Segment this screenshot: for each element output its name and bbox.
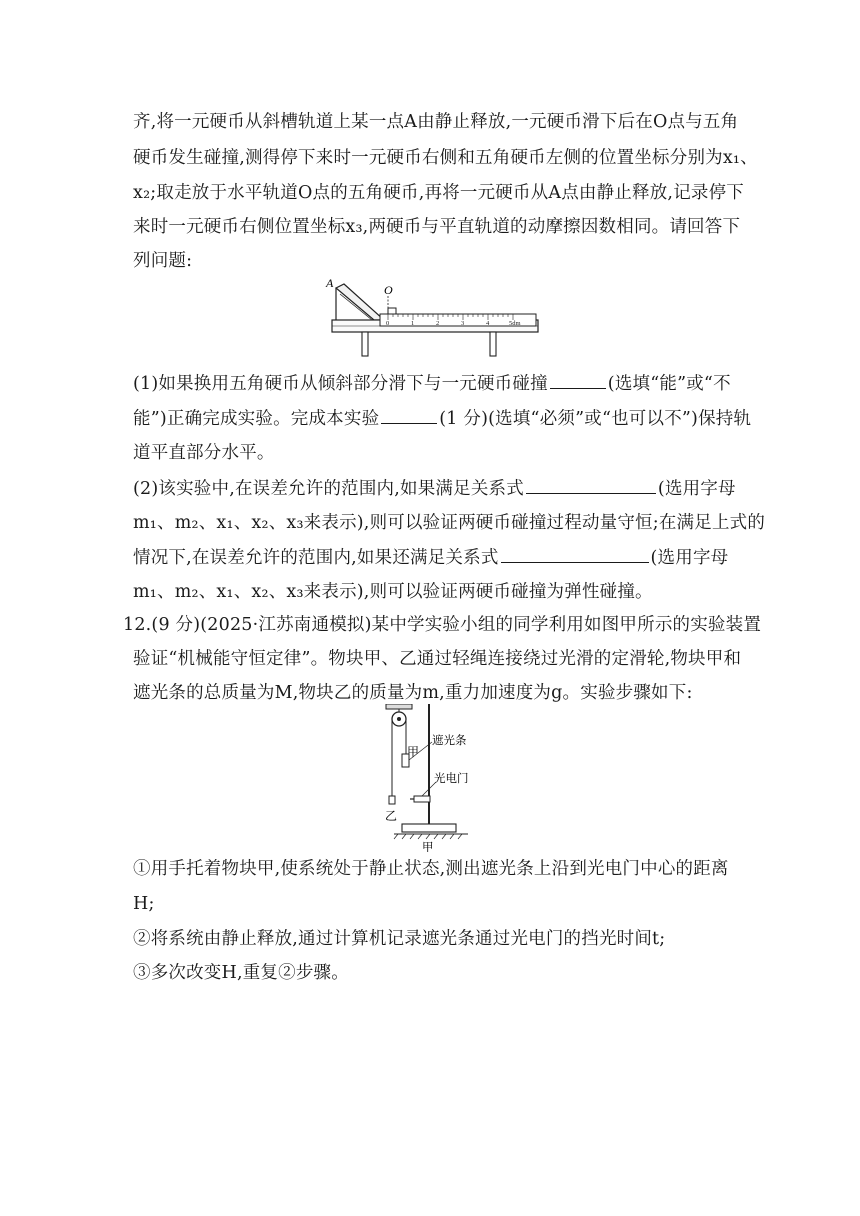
- label-zheguang: 遮光条: [432, 735, 467, 747]
- label-O: O: [384, 283, 393, 297]
- tick-1: 1: [411, 320, 415, 327]
- blank-1: [550, 372, 606, 389]
- q1-line3: 道平直部分水平。: [133, 443, 275, 463]
- q2-line1: (2)该实验中,在误差允许的范围内,如果满足关系式 (选用字母: [133, 479, 736, 499]
- q12-line1: 12.(9 分)(2025·江苏南通模拟)某中学实验小组的同学利用如图甲所示的实验装置: [123, 615, 762, 635]
- label-A: A: [326, 276, 334, 290]
- label-jia: 甲: [407, 745, 420, 759]
- tick-4: 4: [486, 320, 490, 327]
- step3: ③多次改变H,重复②步骤。: [133, 963, 349, 983]
- blank-4: [501, 546, 649, 563]
- q2-line2: m₁、m₂、x₁、x₂、x₃来表示),则可以验证两硬币碰撞过程动量守恒;在满足上式的: [133, 513, 766, 533]
- tick-2: 2: [436, 320, 440, 327]
- q2-line4: m₁、m₂、x₁、x₂、x₃来表示),则可以验证两硬币碰撞为弹性碰撞。: [133, 582, 653, 602]
- step2: ②将系统由静止释放,通过计算机记录遮光条通过光电门的挡光时间t;: [133, 929, 666, 949]
- q2-line3: 情况下,在误差允许的范围内,如果还满足关系式 (选用字母: [133, 548, 729, 568]
- pulley-figure: [376, 704, 486, 852]
- step1-line1: ①用手托着物块甲,使系统处于静止状态,测出遮光条上沿到光电门中心的距离: [133, 859, 729, 879]
- label-yi: 乙: [385, 809, 398, 823]
- para1-line1: 齐,将一元硬币从斜槽轨道上某一点A由静止释放,一元硬币滑下后在O点与五角: [133, 112, 739, 132]
- q12-line2: 验证“机械能守恒定律”。物块甲、乙通过轻绳连接绕过光滑的定滑轮,物块甲和: [133, 649, 742, 669]
- q1-line2: 能”)正确完成实验。完成本实验 (1 分)(选填“必须”或“也可以不”)保持轨: [133, 409, 752, 429]
- tick-0: 0: [386, 320, 390, 327]
- blank-2: [381, 407, 437, 424]
- para1-line4: 来时一元硬币右侧位置坐标x₃,两硬币与平直轨道的动摩擦因数相同。请回答下: [133, 217, 741, 237]
- para1-line2: 硬币发生碰撞,测得停下来时一元硬币右侧和五角硬币左侧的位置坐标分别为x₁、: [133, 148, 758, 168]
- para1-line5: 列问题:: [133, 251, 193, 271]
- tick-5dm: 5dm: [509, 320, 521, 327]
- q1-line1: (1)如果换用五角硬币从倾斜部分滑下与一元硬币碰撞 (选填“能”或“不: [133, 374, 731, 394]
- track-figure: [322, 274, 542, 358]
- para1-line3: x₂;取走放于水平轨道O点的五角硬币,再将一元硬币从A点由静止释放,记录停下: [133, 183, 744, 203]
- blank-3: [526, 477, 656, 494]
- tick-3: 3: [461, 320, 465, 327]
- q12-line3: 遮光条的总质量为M,物块乙的质量为m,重力加速度为g。实验步骤如下:: [133, 683, 693, 703]
- label-guangdian: 光电门: [434, 773, 469, 785]
- figure-caption: 甲: [422, 842, 434, 852]
- step1-line2: H;: [133, 894, 155, 914]
